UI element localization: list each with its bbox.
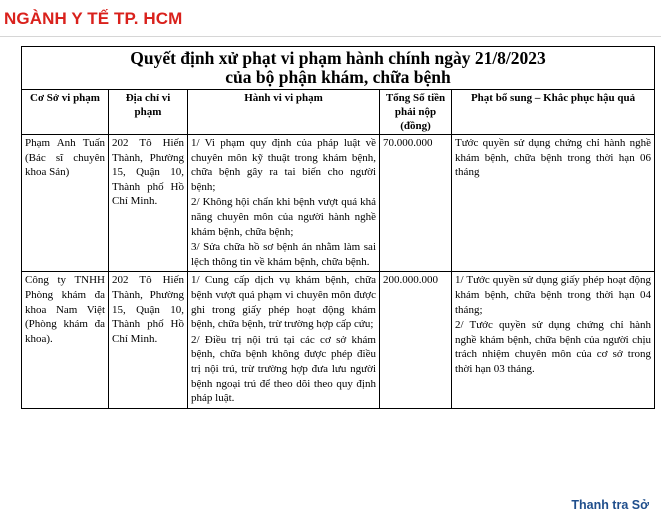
header-title: NGÀNH Y TẾ TP. HCM	[4, 9, 183, 28]
penalty-item: Tước quyền sử dụng chứng chỉ hành nghề khám bệnh, chữa bệnh trong thời hạn 06 tháng	[455, 137, 652, 179]
header-bar	[0, 0, 661, 37]
column-header-facility: Cơ Sở vi phạm	[22, 90, 109, 135]
caption-line-1: Quyết định xử phạt vi phạm hành chính ngày 21/8/2023	[130, 48, 546, 68]
cell-penalties	[452, 135, 655, 272]
column-header-violations: Hành vi vi phạm	[188, 90, 380, 135]
violation-item: 2/ Không hội chẩn khi bệnh vượt quá khả năng chuyên môn của người hành nghề khám bệnh, chữa bệnh;	[191, 196, 376, 238]
cell-amount: 70.000.000	[380, 135, 452, 272]
cell-facility: Công ty TNHH Phòng khám đa khoa Nam Việt (Phòng khám đa khoa).	[22, 272, 109, 408]
table-row	[22, 272, 655, 408]
column-header-penalties: Phạt bổ sung – Khắc phục hậu quả	[452, 90, 655, 135]
cell-violations	[188, 135, 380, 272]
penalty-item: 2/ Tước quyền sử dụng chứng chỉ hành nghề khám bệnh, chữa bệnh của người chịu trách nhiệm chuyên môn của cơ sở trong thời hạn 03 tháng.	[455, 319, 652, 375]
table-header-row	[22, 90, 655, 135]
violation-item: 3/ Sửa chữa hồ sơ bệnh án nhằm làm sai lệch thông tin về khám bệnh, chữa bệnh.	[191, 241, 376, 268]
footer-source-credit: Thanh tra Sở	[571, 498, 649, 512]
violation-item: 1/ Vi phạm quy định của pháp luật về chuyên môn kỹ thuật trong khám bệnh, chữa bệnh gây ra tai biến cho người bệnh;	[191, 137, 376, 193]
cell-violations	[188, 272, 380, 408]
column-header-address: Địa chỉ vi phạm	[109, 90, 188, 135]
cell-facility: Phạm Anh Tuấn (Bác sĩ chuyên khoa Sản)	[22, 135, 109, 272]
table-caption	[22, 47, 655, 90]
cell-penalties	[452, 272, 655, 408]
caption-line-2: của bộ phận khám, chữa bệnh	[225, 67, 451, 87]
cell-address: 202 Tô Hiến Thành, Phường 15, Quận 10, Thành phố Hồ Chí Minh.	[109, 135, 188, 272]
table-caption-row	[22, 47, 655, 90]
cell-amount: 200.000.000	[380, 272, 452, 408]
violation-item: 1/ Cung cấp dịch vụ khám bệnh, chữa bệnh vượt quá phạm vi chuyên môn được ghi trong giấy phép hoạt động khám bệnh, chữa bệnh, trừ trường hợp cấp cứu;	[191, 274, 376, 331]
cell-address: 202 Tô Hiến Thành, Phường 15, Quận 10, Thành phố Hồ Chí Minh.	[109, 272, 188, 408]
violation-item: 2/ Điều trị nội trú tại các cơ sở khám bệnh, chữa bệnh không được phép điều trị nội trú, trừ trường hợp đưa lưu người bệnh ngoại trú để theo dõi theo quy định pháp luật.	[191, 333, 376, 405]
table-row	[22, 135, 655, 272]
column-header-amount: Tổng Số tiền phải nộp (đồng)	[380, 90, 452, 135]
violation-table	[21, 46, 655, 409]
penalty-item: 1/ Tước quyền sử dụng giấy phép hoạt động khám bệnh, chữa bệnh trong thời hạn 04 tháng;	[455, 274, 652, 316]
